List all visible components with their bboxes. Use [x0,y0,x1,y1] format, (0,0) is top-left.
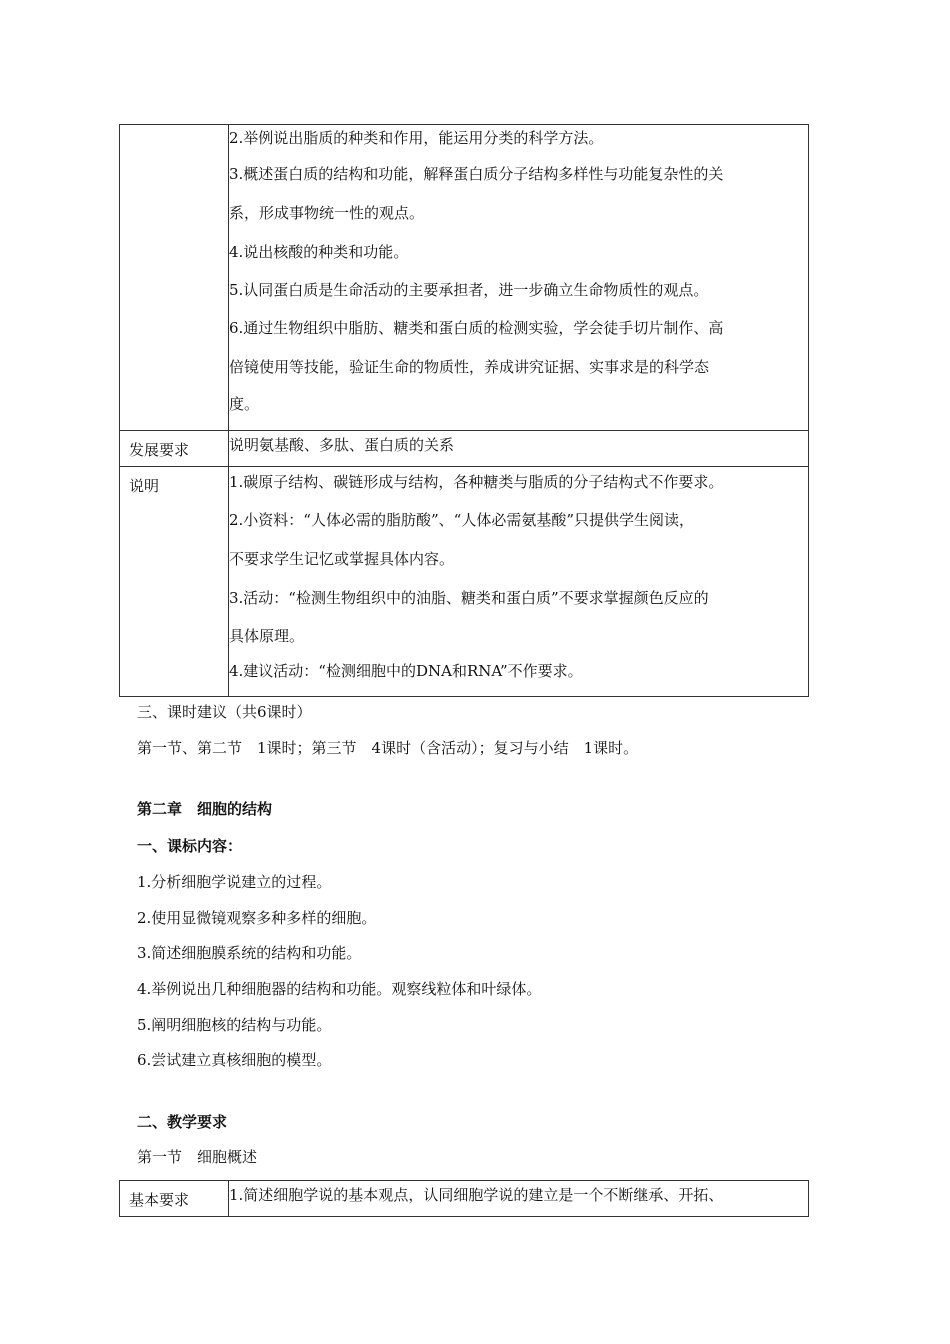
note-line: 3.活动：“检测生物组织中的油脂、糖类和蛋白质”不要求掌握颜色反应的 [229,589,709,607]
note-line: 1.碳原子结构、碳链形成与结构，各种糖类与脂质的分子结构式不作要求。 [229,473,724,491]
note-line: 4.建议活动：“检测细胞中的DNA和RNA”不作要求。 [229,662,583,680]
row-label-empty [120,125,229,431]
objective-line: 2.举例说出脂质的种类和作用，能运用分类的科学方法。 [229,129,604,147]
standards-heading: 一、课标内容： [137,837,243,855]
development-cell [229,431,809,467]
class-hours-detail: 第一节、第二节 1课时；第三节 4课时（含活动）；复习与小结 1课时。 [137,739,639,757]
section-title: 第一节 细胞概述 [137,1148,258,1166]
table-row-development [120,431,809,467]
standard-item: 3.简述细胞膜系统的结构和功能。 [137,944,362,962]
table-row-objectives [120,125,809,431]
note-line: 不要求学生记忆或掌握具体内容。 [229,550,455,568]
row-label-notes: 说明 [120,467,229,697]
table-row-notes [120,467,809,697]
row-label-development: 发展要求 [120,431,229,467]
teaching-requirements-heading: 二、教学要求 [137,1113,228,1131]
basic-cell [229,1181,809,1217]
objective-line: 6.通过生物组织中脂肪、糖类和蛋白质的检测实验，学会徒手切片制作、高 [229,319,724,337]
requirements-table-1 [119,124,809,697]
objectives-cell [229,125,809,431]
chapter-title: 第二章 细胞的结构 [137,800,273,818]
objective-line: 3.概述蛋白质的结构和功能，解释蛋白质分子结构多样性与功能复杂性的关 [229,165,724,183]
note-line: 2.小资料：“人体必需的脂肪酸”、“人体必需氨基酸”只提供学生阅读， [229,511,694,529]
standard-item: 2.使用显微镜观察多种多样的细胞。 [137,909,377,927]
objective-line: 5.认同蛋白质是生命活动的主要承担者，进一步确立生命物质性的观点。 [229,281,709,299]
standard-item: 1.分析细胞学说建立的过程。 [137,873,332,891]
basic-line: 1.简述细胞学说的基本观点，认同细胞学说的建立是一个不断继承、开拓、 [229,1186,724,1204]
standard-item: 6.尝试建立真核细胞的模型。 [137,1051,332,1069]
requirements-table-2 [119,1180,809,1217]
objective-line: 倍镜使用等技能，验证生命的物质性，养成讲究证据、实事求是的科学态 [229,358,710,376]
development-line: 说明氨基酸、多肽、蛋白质的关系 [229,436,455,454]
objective-line: 系，形成事物统一性的观点。 [229,204,425,222]
objective-line: 4.说出核酸的种类和功能。 [229,243,409,261]
objective-line: 度。 [229,395,260,413]
class-hours-heading: 三、课时建议（共6课时） [137,703,312,721]
row-label-basic: 基本要求 [120,1181,229,1217]
standard-item: 4.举例说出几种细胞器的结构和功能。观察线粒体和叶绿体。 [137,980,542,998]
table-row-basic [120,1181,809,1217]
standard-item: 5.阐明细胞核的结构与功能。 [137,1016,332,1034]
note-line: 具体原理。 [229,627,305,645]
notes-cell [229,467,809,697]
